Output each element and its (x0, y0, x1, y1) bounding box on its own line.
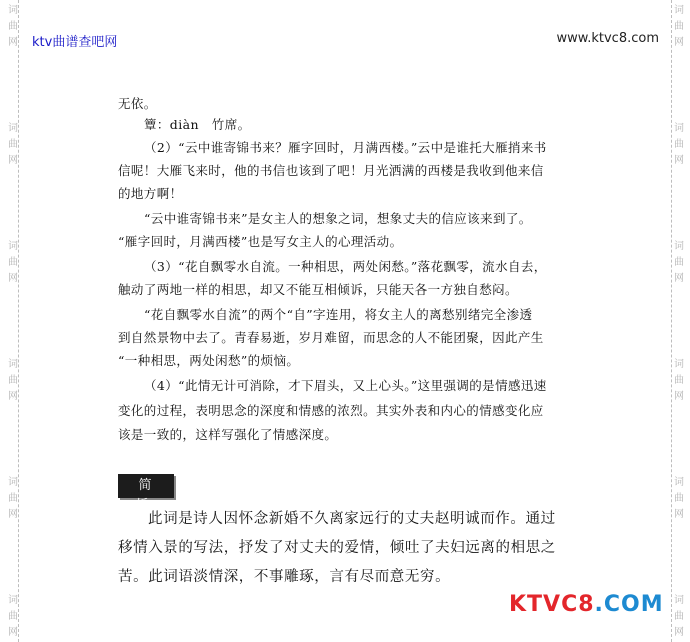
side-watermark-char: 词 (8, 5, 18, 16)
side-watermark-char: 曲 (8, 375, 18, 386)
note-line: 无依。 (118, 96, 157, 111)
section-heading-badge (118, 474, 181, 513)
watermark-logo (509, 592, 664, 617)
side-watermark-char: 曲 (674, 257, 684, 268)
side-watermark-char: 词 (8, 477, 18, 488)
right-margin-strip (671, 0, 686, 642)
note-line: （4）“此情无计可消除，才下眉头，又上心头。”这里强调的是情感迅速 (144, 378, 547, 393)
watermark-logo-part2: .COM (594, 592, 664, 617)
note-line: 的地方啊！ (118, 186, 183, 201)
side-watermark-char: 曲 (8, 21, 18, 32)
side-watermark-char: 网 (674, 509, 684, 520)
note-line: 触动了两地一样的相思，却又不能互相倾诉，只能天各一方独自愁闷。 (118, 282, 518, 297)
side-watermark-char: 网 (674, 37, 684, 48)
side-watermark-char: 曲 (8, 139, 18, 150)
side-watermark-char: 词 (674, 359, 684, 370)
side-watermark-char: 网 (8, 391, 18, 402)
note-line: 到自然景物中去了。青春易逝，岁月难留，而思念的人不能团聚，因此产生 (118, 330, 544, 345)
side-watermark-char: 词 (674, 595, 684, 606)
side-watermark-char: 曲 (8, 493, 18, 504)
note-line: “云中谁寄锦书来”是女主人的想象之词，想象丈夫的信应该来到了。 (144, 211, 532, 226)
header-url: www.ktvc8.com (556, 31, 659, 46)
note-line: 变化的过程，表明思念的深度和情感的浓烈。其实外表和内心的情感变化应 (118, 403, 544, 418)
analysis-line: 此词是诗人因怀念新婚不久离家远行的丈夫赵明诚而作。通过 (148, 511, 556, 527)
side-watermark-char: 词 (8, 241, 18, 252)
side-watermark-char: 词 (8, 595, 18, 606)
side-watermark-char: 网 (8, 273, 18, 284)
side-watermark-char: 曲 (674, 139, 684, 150)
note-line: “雁字回时，月满西楼”也是写女主人的心理活动。 (118, 234, 403, 249)
side-watermark-char: 曲 (674, 375, 684, 386)
note-line: 簟：diàn 竹席。 (144, 117, 251, 132)
watermark-logo-part1: KTVC8 (509, 592, 595, 617)
analysis-line: 苦。此词语淡情深，不事雕琢，言有尽而意无穷。 (118, 569, 451, 585)
side-watermark-char: 网 (674, 627, 684, 638)
note-line: “花自飘零水自流”的两个“自”字连用，将女主人的离愁别绪完全渗透 (144, 307, 533, 322)
header-site-name: ktv曲谱查吧网 (32, 35, 118, 50)
note-line: 该是一致的，这样写强化了情感深度。 (118, 427, 338, 442)
side-watermark-char: 词 (674, 477, 684, 488)
side-watermark-char: 网 (8, 509, 18, 520)
side-watermark-char: 曲 (8, 611, 18, 622)
side-watermark-char: 网 (8, 37, 18, 48)
side-watermark-char: 曲 (8, 257, 18, 268)
side-watermark-char: 曲 (674, 21, 684, 32)
side-watermark-char: 词 (674, 5, 684, 16)
note-line: （3）“花自飘零水自流。一种相思，两处闲愁。”落花飘零，流水自去， (144, 259, 547, 274)
side-watermark-char: 曲 (674, 493, 684, 504)
side-watermark-char: 词 (674, 241, 684, 252)
analysis-line: 移情入景的写法，抒发了对丈夫的爱情，倾吐了夫妇远离的相思之 (118, 540, 556, 556)
side-watermark-char: 网 (674, 155, 684, 166)
side-watermark-char: 网 (674, 273, 684, 284)
note-line: （2）“云中谁寄锦书来？雁字回时，月满西楼。”云中是谁托大雁捎来书 (144, 140, 547, 155)
note-line: 信呢！大雁飞来时，他的书信也该到了吧！月光洒满的西楼是我收到他来信 (118, 163, 544, 178)
side-watermark-char: 网 (674, 391, 684, 402)
side-watermark-char: 曲 (674, 611, 684, 622)
side-watermark-char: 词 (674, 123, 684, 134)
side-watermark-char: 网 (8, 627, 18, 638)
side-watermark-char: 网 (8, 155, 18, 166)
side-watermark-char: 词 (8, 123, 18, 134)
section-heading-label: 简 析 (135, 478, 181, 513)
side-watermark-char: 词 (8, 359, 18, 370)
left-margin-strip (4, 0, 19, 642)
note-line: “一种相思，两处闲愁”的烦恼。 (118, 353, 300, 368)
